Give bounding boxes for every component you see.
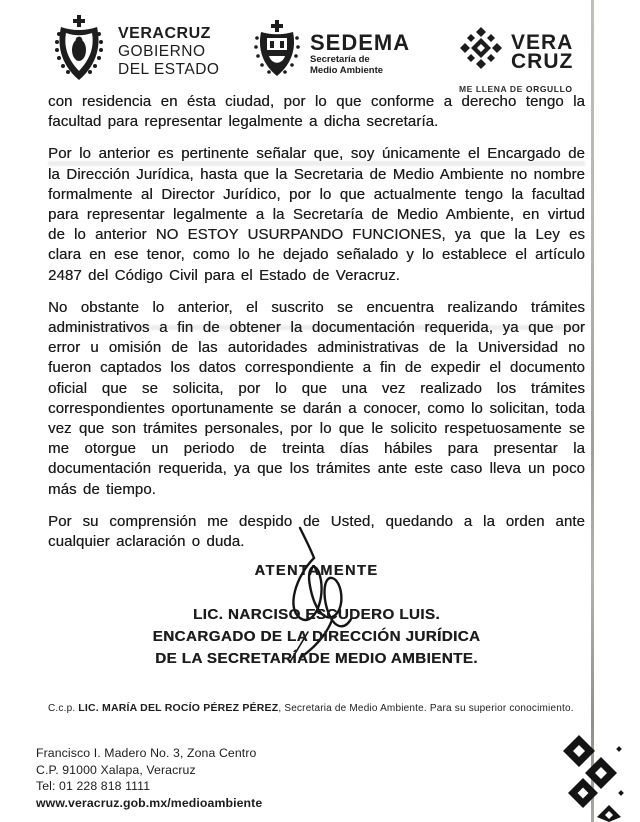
- gov-logo-line1: GOBIERNO: [118, 42, 206, 60]
- signatory-block: [48, 604, 585, 670]
- sedema-logo-title: SEDEMA: [310, 29, 411, 55]
- veracruz-wordmark-line1: VERA: [511, 30, 574, 54]
- signatory-title-line2: DE LA SECRETARÍADE MEDIO AMBIENTE.: [155, 650, 478, 667]
- cc-rest: , Secretaria de Medio Ambiente. Para su superior conocimiento.: [278, 703, 574, 714]
- sedema-shield-icon: [254, 20, 300, 87]
- footer-website: www.veracruz.gob.mx/medioambiente: [36, 795, 263, 810]
- tagline-bold: ORGULLO: [525, 84, 573, 94]
- sedema-logo-subtitle2: Medio Ambiente: [310, 64, 384, 76]
- paragraph-encargado: Por lo anterior es pertinente señalar que, soy únicamente el Encargado de la Dirección Jurídica, hasta que la Secretaria de Medio Ambiente no nombre formalmente al Director Jurídico, por lo que actualmente tengo la facultad para representar legalmente a la Secretaría de Medio Ambiente, en virtud de lo anterior NO ESTOY USURPANDO FUNCIONES, ya que la Ley es clara en ese tenor, como lo he dejado señalado y lo establece el artículo 2487 del Código Civil para el Estado de Veracruz.: [48, 145, 585, 284]
- footer-address-line2: C.P. 91000 Xalapa, Veracruz: [36, 762, 196, 777]
- footer-address-block: [36, 745, 262, 811]
- sedema-logo: [254, 20, 410, 87]
- cc-recipient-name: LIC. MARÍA DEL ROCÍO PÉREZ PÉREZ: [78, 702, 279, 714]
- gov-logo-line2: DEL ESTADO: [118, 60, 220, 78]
- footer-phone: Tel: 01 228 818 1111: [36, 779, 151, 793]
- tagline-light: ME LLENA DE: [459, 84, 523, 94]
- gov-logo-title: VERACRUZ: [118, 24, 211, 42]
- veracruz-brand-logo: [459, 26, 573, 94]
- cc-prefix: C.c.p.: [48, 703, 79, 714]
- veracruz-pattern-icon: [459, 26, 503, 77]
- veracruz-diamond-pattern-icon: [557, 731, 629, 822]
- paragraph-despedida: Por su comprensión me despido de Usted, quedando a la orden ante cualquier aclaración o duda.: [48, 512, 585, 551]
- gobierno-del-estado-logo: [52, 14, 219, 89]
- scan-line-artifact: [591, 0, 594, 822]
- footer-address-line1: Francisco I. Madero No. 3, Zona Centro: [36, 746, 257, 760]
- sedema-logo-subtitle1: Secretaría de: [310, 53, 370, 65]
- signatory-title-line1: ENCARGADO DE LA DIRECCIÓN JURÍDICA: [152, 628, 481, 645]
- paragraph-residencia: con residencia en ésta ciudad, por lo que conforme a derecho tengo la facultad para representar legalmente a dicha secretaría.: [48, 93, 585, 131]
- cc-line: [48, 702, 574, 714]
- salutation-text: ATENTAMENTE: [254, 563, 379, 579]
- paragraph-tramites: No obstante lo anterior, el suscrito se encuentra realizando trámites administrativos a fin de obtener la documentación requerida, ya que por error u omisión de las autoridades administrativas de la Universidad no fueron captados los datos correspondiente a fin de expedir el documento oficial que se solicita, por lo que una vez realizado los trámites correspondientes oportunamente se darán a conocer, como lo solicitan, toda vez que son trámites personales, por lo que le solicito respetuosamente se me otorgue un periodo de treinta días hábiles para presentar la documentación requerida, ya que los trámites ante este caso lleva un poco más de tiempo.: [48, 298, 585, 498]
- veracruz-wordmark-line2: CRUZ: [511, 49, 574, 73]
- letter-body: [48, 92, 585, 564]
- signatory-name: LIC. NARCISO ESCUDERO LUIS.: [192, 606, 441, 623]
- veracruz-coat-of-arms-icon: [52, 14, 106, 89]
